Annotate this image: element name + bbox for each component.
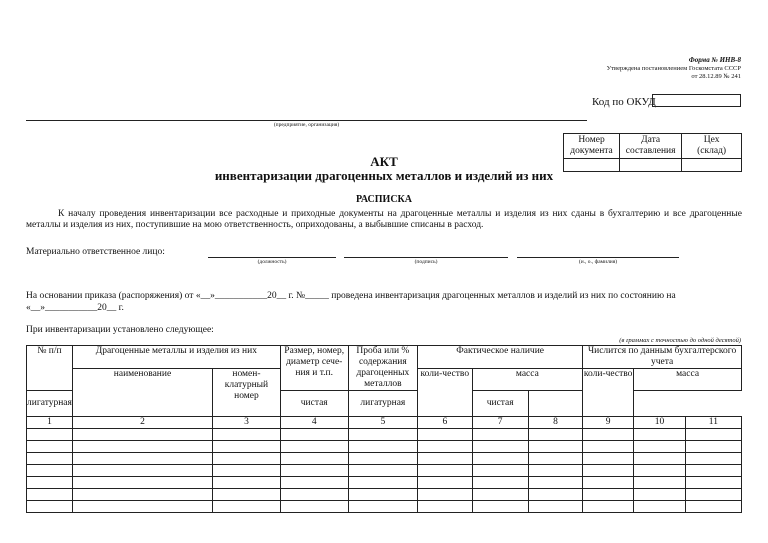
table-cell[interactable] bbox=[27, 489, 73, 501]
col-number: 6 bbox=[418, 417, 472, 429]
table-cell[interactable] bbox=[27, 501, 73, 513]
doc-number-header-l2: документа bbox=[570, 146, 613, 156]
table-cell[interactable] bbox=[528, 465, 582, 477]
table-cell[interactable] bbox=[213, 465, 281, 477]
table-cell[interactable] bbox=[634, 465, 686, 477]
header-actual-qty: коли-чество bbox=[418, 369, 472, 417]
table-cell[interactable] bbox=[27, 429, 73, 441]
table-cell[interactable] bbox=[280, 489, 348, 501]
header-books-ligature: лигатурная bbox=[348, 391, 417, 417]
table-cell[interactable] bbox=[634, 477, 686, 489]
table-cell[interactable] bbox=[213, 441, 281, 453]
table-cell[interactable] bbox=[634, 453, 686, 465]
table-cell[interactable] bbox=[634, 441, 686, 453]
table-cell[interactable] bbox=[634, 429, 686, 441]
table-cell[interactable] bbox=[685, 465, 741, 477]
table-cell[interactable] bbox=[472, 441, 528, 453]
table-cell[interactable] bbox=[528, 429, 582, 441]
receipt-heading: РАСПИСКА bbox=[355, 194, 413, 205]
col-number: 10 bbox=[634, 417, 686, 429]
table-cell[interactable] bbox=[472, 501, 528, 513]
table-cell[interactable] bbox=[634, 501, 686, 513]
table-cell[interactable] bbox=[528, 477, 582, 489]
order-text bbox=[26, 290, 742, 314]
table-cell[interactable] bbox=[583, 489, 634, 501]
table-cell[interactable] bbox=[72, 501, 212, 513]
doc-date-header-l1: Дата bbox=[641, 135, 661, 145]
approval-line-1: Утверждена постановлением Госкомстата СССР bbox=[606, 65, 741, 72]
table-cell[interactable] bbox=[685, 453, 741, 465]
header-num: № п/п bbox=[27, 346, 73, 391]
table-cell[interactable] bbox=[348, 453, 417, 465]
table-cell[interactable] bbox=[72, 477, 212, 489]
table-cell[interactable] bbox=[348, 489, 417, 501]
table-cell[interactable] bbox=[27, 441, 73, 453]
header-actual-ligature: лигатурная bbox=[27, 391, 73, 417]
table-cell[interactable] bbox=[583, 465, 634, 477]
table-row bbox=[27, 477, 742, 489]
header-actual: Фактическое наличие bbox=[418, 346, 583, 369]
table-cell[interactable] bbox=[472, 489, 528, 501]
table-cell[interactable] bbox=[685, 441, 741, 453]
approval-note bbox=[607, 65, 741, 81]
table-row bbox=[27, 489, 742, 501]
table-cell[interactable] bbox=[472, 465, 528, 477]
act-subtitle: инвентаризации драгоценных металлов и изделий из них bbox=[214, 168, 554, 183]
doc-date-header-l2: составления bbox=[625, 146, 676, 156]
header-books-pure: чистая bbox=[472, 391, 528, 417]
table-cell[interactable] bbox=[528, 453, 582, 465]
table-cell[interactable] bbox=[213, 453, 281, 465]
table-row bbox=[27, 501, 742, 513]
header-actual-pure: чистая bbox=[280, 391, 348, 417]
signature-caption: (подпись) bbox=[414, 259, 438, 265]
table-cell[interactable] bbox=[72, 489, 212, 501]
table-cell[interactable] bbox=[213, 489, 281, 501]
table-cell[interactable] bbox=[583, 453, 634, 465]
findings-label: При инвентаризации установлено следующее: bbox=[26, 325, 214, 335]
table-cell[interactable] bbox=[348, 465, 417, 477]
form-number: Форма № ИНВ-8 bbox=[688, 56, 741, 64]
table-cell[interactable] bbox=[583, 501, 634, 513]
table-cell[interactable] bbox=[634, 489, 686, 501]
name-line[interactable] bbox=[517, 257, 679, 258]
col-number: 2 bbox=[72, 417, 212, 429]
table-cell[interactable] bbox=[27, 465, 73, 477]
col-number: 8 bbox=[528, 417, 582, 429]
doc-number-header-l1: Номер bbox=[578, 135, 605, 145]
header-actual-mass: масса bbox=[472, 369, 583, 391]
table-cell[interactable] bbox=[418, 453, 472, 465]
table-cell[interactable] bbox=[418, 501, 472, 513]
col-number: 7 bbox=[472, 417, 528, 429]
units-note: (в граммах с точностью до одной десятой) bbox=[619, 337, 741, 344]
table-cell[interactable] bbox=[72, 429, 212, 441]
order-line-1: На основании приказа (распоряжения) от «__»___________20__ г. №_____ проведена инвентаризация драгоценных металлов и изделий из них по состоянию на bbox=[26, 291, 676, 301]
header-books-qty: коли-чество bbox=[583, 369, 634, 417]
table-cell[interactable] bbox=[280, 441, 348, 453]
table-cell[interactable] bbox=[348, 441, 417, 453]
table-cell[interactable] bbox=[27, 477, 73, 489]
table-cell[interactable] bbox=[213, 477, 281, 489]
table-cell[interactable] bbox=[583, 441, 634, 453]
table-cell[interactable] bbox=[472, 477, 528, 489]
table-cell[interactable] bbox=[418, 477, 472, 489]
approval-line-2: от 28.12.89 № 241 bbox=[691, 73, 741, 80]
organization-line[interactable] bbox=[26, 120, 587, 121]
table-row bbox=[27, 429, 742, 441]
table-cell[interactable] bbox=[280, 453, 348, 465]
table-cell[interactable] bbox=[280, 429, 348, 441]
position-caption: (должность) bbox=[257, 259, 287, 265]
col-number: 5 bbox=[348, 417, 417, 429]
table-cell[interactable] bbox=[528, 501, 582, 513]
responsible-person-label: Материально ответственное лицо: bbox=[26, 247, 165, 257]
table-cell[interactable] bbox=[280, 465, 348, 477]
table-cell[interactable] bbox=[280, 501, 348, 513]
inventory-table bbox=[26, 345, 742, 513]
table-cell[interactable] bbox=[348, 501, 417, 513]
doc-shop-header-l2: (склад) bbox=[697, 146, 727, 156]
table-cell[interactable] bbox=[27, 453, 73, 465]
table-cell[interactable] bbox=[418, 429, 472, 441]
table-cell[interactable] bbox=[213, 501, 281, 513]
table-cell[interactable] bbox=[72, 453, 212, 465]
header-metals: Драгоценные металлы и изделия из них bbox=[72, 346, 280, 369]
act-title: АКТ bbox=[370, 154, 398, 169]
signature-line[interactable] bbox=[344, 257, 508, 258]
header-name: наименование bbox=[72, 369, 212, 417]
position-line[interactable] bbox=[208, 257, 336, 258]
table-cell[interactable] bbox=[348, 429, 417, 441]
col-number: 3 bbox=[213, 417, 281, 429]
table-cell[interactable] bbox=[472, 429, 528, 441]
table-cell[interactable] bbox=[213, 429, 281, 441]
table-cell[interactable] bbox=[583, 429, 634, 441]
table-cell[interactable] bbox=[72, 465, 212, 477]
header-books-mass: масса bbox=[634, 369, 742, 391]
table-cell[interactable] bbox=[348, 477, 417, 489]
header-books: Числится по данным бухгалтерского учета bbox=[583, 346, 742, 369]
order-line-2: «__»___________20__ г. bbox=[26, 303, 124, 313]
receipt-text: К началу проведения инвентаризации все расходные и приходные документы на драгоценные металлы и изделия из них сданы в бухгалтерию и все драгоценные металлы и изделия из них, поступившие на мою ответственность, оприходованы, а выбывшие списаны в расход. bbox=[26, 209, 742, 230]
col-number: 11 bbox=[685, 417, 741, 429]
table-cell[interactable] bbox=[418, 489, 472, 501]
col-number: 9 bbox=[583, 417, 634, 429]
table-cell[interactable] bbox=[685, 429, 741, 441]
header-nomenclature: номен-клатурный номер bbox=[213, 369, 281, 417]
table-cell[interactable] bbox=[472, 453, 528, 465]
header-probe: Проба или % содержания драгоценных металлов bbox=[348, 346, 417, 391]
table-cell[interactable] bbox=[685, 489, 741, 501]
name-caption: (и., о., фамилия) bbox=[578, 259, 618, 265]
header-size: Размер, номер, диаметр сече-ния и т.п. bbox=[280, 346, 348, 391]
table-cell[interactable] bbox=[280, 477, 348, 489]
table-cell[interactable] bbox=[685, 477, 741, 489]
organization-caption: (предприятие, организация) bbox=[273, 122, 340, 128]
table-cell[interactable] bbox=[528, 441, 582, 453]
table-row bbox=[27, 453, 742, 465]
doc-shop-header-l1: Цех bbox=[703, 135, 720, 145]
col-number: 1 bbox=[27, 417, 73, 429]
table-cell[interactable] bbox=[418, 465, 472, 477]
okud-field[interactable] bbox=[652, 94, 741, 107]
table-row bbox=[27, 465, 742, 477]
table-cell[interactable] bbox=[528, 489, 582, 501]
table-cell[interactable] bbox=[418, 441, 472, 453]
col-number: 4 bbox=[280, 417, 348, 429]
table-cell[interactable] bbox=[72, 441, 212, 453]
okud-label: Код по ОКУД bbox=[592, 96, 656, 108]
table-row bbox=[27, 441, 742, 453]
table-cell[interactable] bbox=[583, 477, 634, 489]
table-cell[interactable] bbox=[685, 501, 741, 513]
